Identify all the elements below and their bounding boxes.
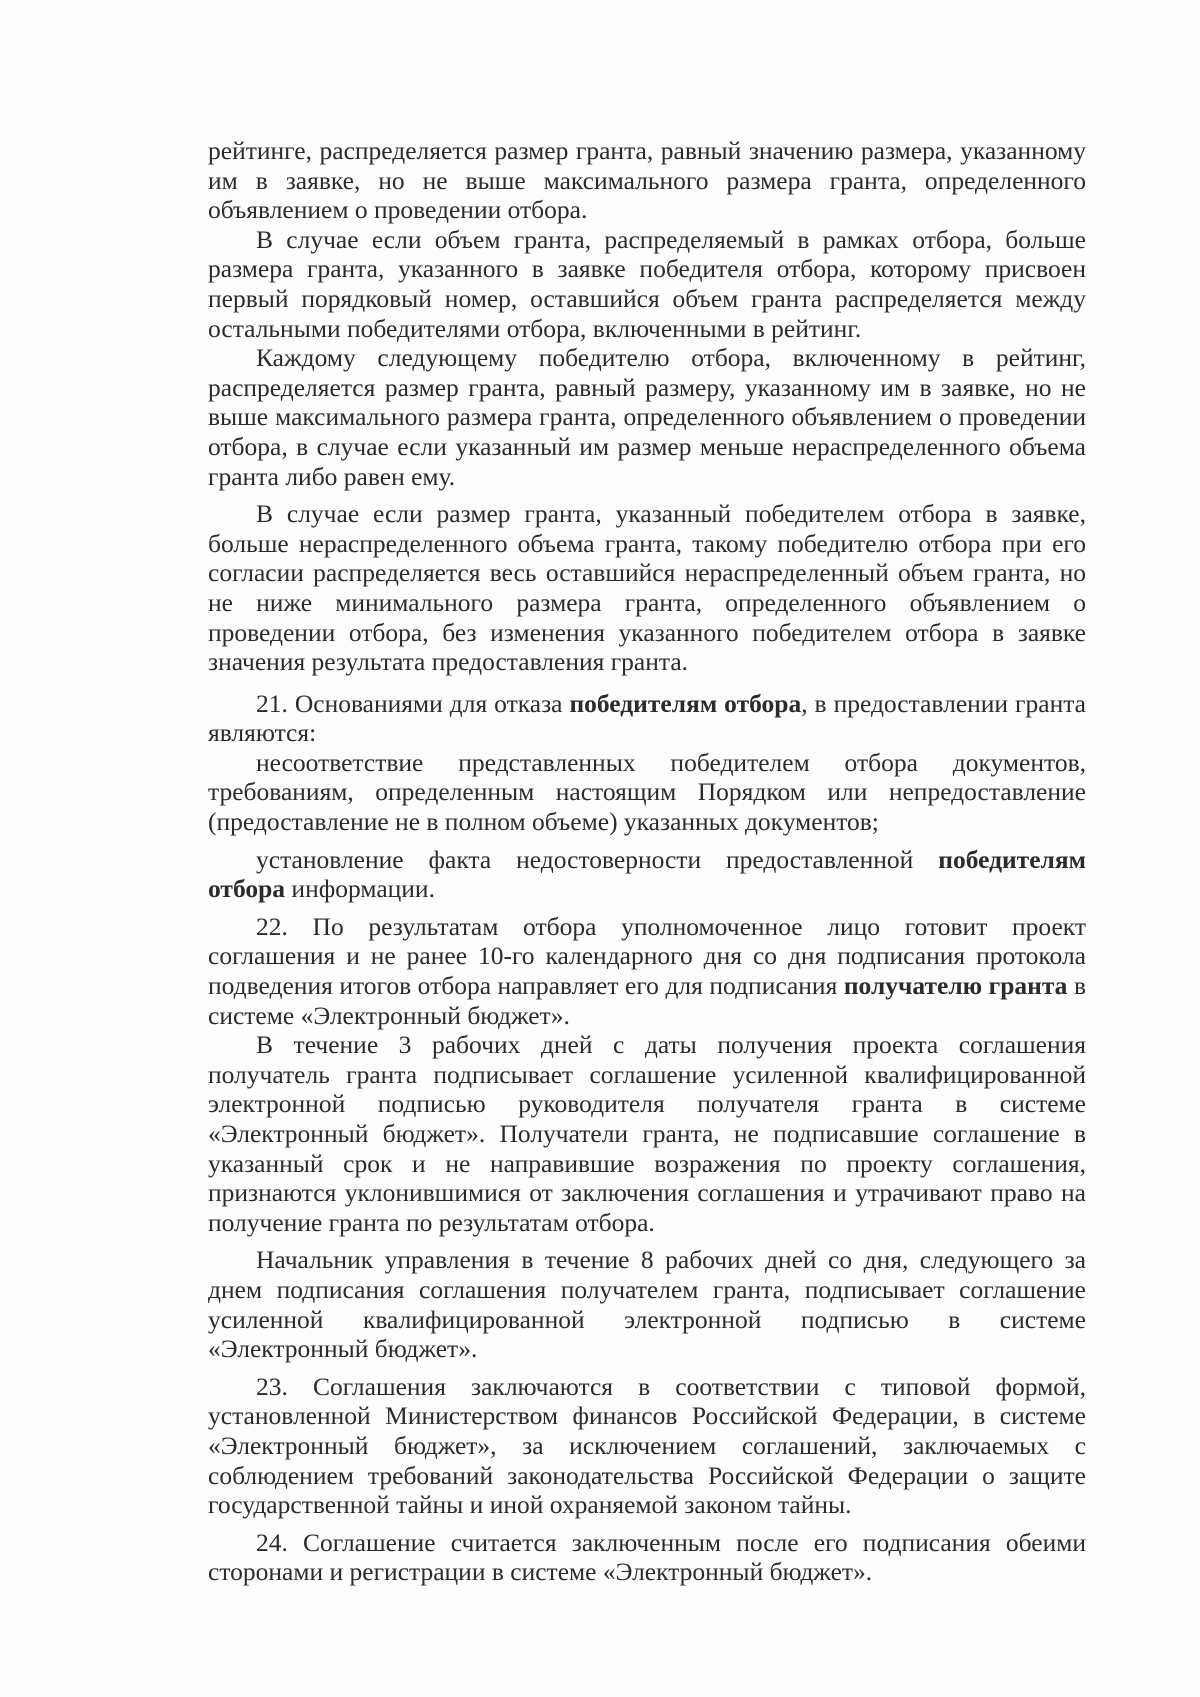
paragraph-head-signs: Начальник управления в течение 8 рабочих дней со дня, следующего за днем подписания соглашения получателем гранта, подписывает соглашение усиленной квалифицированной электронной подписью в системе «Электронный бюджет». <box>208 1245 1086 1364</box>
paragraph-remaining-volume: В случае если объем гранта, распределяемый в рамках отбора, больше размера гранта, указанного в заявке победителя отбора, которому присвоен первый порядковый номер, оставшийся объем гранта распределяется между остальными победителями отбора, включенными в рейтинг. <box>208 224 1086 343</box>
paragraph-false-info <box>208 845 1086 904</box>
paragraph-21-text-start: 21. Основаниями для отказа <box>256 688 570 718</box>
paragraph-22-bold: получателю гранта <box>843 971 1068 1001</box>
paragraph-signing-term: В течение 3 рабочих дней с даты получения проекта соглашения получатель гранта подписывает соглашение усиленной квалифицированной электронной подписью руководителя получателя гранта в системе «Электронный бюджет». Получатели гранта, не подписавшие соглашение в указанный срок и не направившие возражения по проекту соглашения, признаются уклонившимися от заключения соглашения и утрачивают право на получение гранта по результатам отбора. <box>208 1030 1086 1237</box>
paragraph-next-winner: Каждому следующему победителю отбора, включенному в рейтинг, распределяется размер гранта, равный размеру, указанному им в заявке, но не выше максимального размера гранта, определенного объявлением о проведении отбора, в случае если указанный им размер меньше нераспределенного объема гранта либо равен ему. <box>208 343 1086 491</box>
paragraph-21-bold: победителям отбора <box>569 688 802 718</box>
paragraph-false-info-start: установление факта недостоверности предоставленной <box>256 844 939 874</box>
paragraph-false-info-end: информации. <box>285 874 435 904</box>
document-body <box>208 136 1086 1587</box>
paragraph-22-text-end: в системе «Электронный бюджет». <box>208 971 1087 1030</box>
paragraph-22-agreement-draft <box>208 912 1086 1030</box>
paragraph-rating-continuation: рейтинге, распределяется размер гранта, равный значению размера, указанному им в заявке, но не выше максимального размера гранта, определенного объявлением о проведении отбора. <box>208 136 1086 225</box>
paragraph-false-info-bold: победителям отбора <box>208 844 1086 904</box>
paragraph-23-standard-form: 23. Соглашения заключаются в соответствии с типовой формой, установленной Министерством финансов Российской Федерации, в системе «Электронный бюджет», за исключением соглашений, заключаемых с соблюдением требований законодательства Российской Федерации о защите государственной тайны и иной охраняемой законом тайны. <box>208 1371 1086 1520</box>
paragraph-22-text-start: 22. По результатам отбора уполномоченное лицо готовит проект соглашения и не ранее 10-го календарного дня со дня подписания протокола подведения итогов отбора направляет его для подписания <box>208 911 1086 1001</box>
paragraph-21-refusal-grounds <box>208 689 1086 748</box>
paragraph-larger-amount: В случае если размер гранта, указанный победителем отбора в заявке, больше нераспределенного объема гранта, такому победителю отбора при его согласии распределяется весь оставшийся нераспределенный объем гранта, но не ниже минимального размера гранта, определенного объявлением о проведении отбора, без изменения указанного победителем отбора в заявке значения результата предоставления гранта. <box>208 499 1086 677</box>
paragraph-21-text-end: , в предоставлении гранта являются: <box>208 688 1087 748</box>
paragraph-24-concluded: 24. Соглашение считается заключенным после его подписания обеими сторонами и регистрации в системе «Электронный бюджет». <box>208 1527 1086 1587</box>
paragraph-noncompliance: несоответствие представленных победителем отбора документов, требованиям, определенным настоящим Порядком или непредоставление (предоставление не в полном объеме) указанных документов; <box>208 747 1086 837</box>
